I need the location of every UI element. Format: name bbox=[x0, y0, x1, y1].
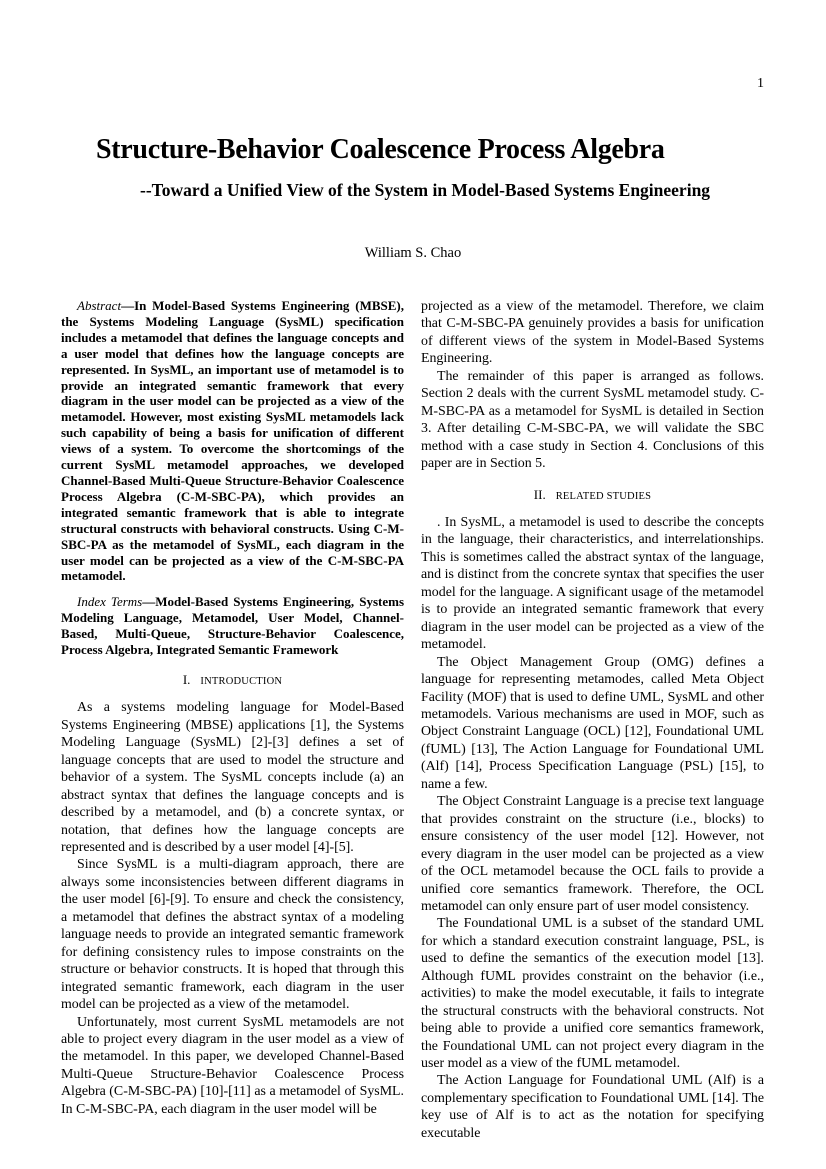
paragraph: The Action Language for Foundational UML (Alf) is a complementary specification to Foundational UML [14]. The key use of Alf is to act as the notation for specifying executable bbox=[421, 1073, 764, 1141]
index-terms-dash: — bbox=[142, 594, 156, 610]
index-terms-text: Model-Based Systems Engineering, Systems Modeling Language, Metamodel, User Model, Channel-Based, Multi-Queue, Structure-Behavior Coalescence, Process Algebra, Integrated Semantic Framework bbox=[61, 594, 405, 658]
paragraph: . In SysML, a metamodel is used to describe the concepts in the language, their characteristics, and interrelationships. This is sometimes called the abstract syntax of the language, and is distinct from the concrete syntax that specifies the user model for the language. A significant usage of the metamodel is to provide an integrated semantic framework that every diagram in the user model can be projected as a view of the metamodel. bbox=[421, 514, 764, 653]
index-terms bbox=[61, 594, 404, 658]
section-heading-introduction bbox=[61, 671, 404, 690]
abstract-text: In Model-Based Systems Engineering (MBSE), the Systems Modeling Language (SysML) specification includes a metamodel that defines the language concepts and a user model that defines how the language concepts are represented. In SysML, an important use of metamodel is to provide an integrated semantic framework that every diagram in the user model can be projected as a view of the metamodel. However, most existing SysML metamodels lack such capability of being a basis for unification of different views of a system. To overcome the shortcomings of the current SysML metamodel approaches, we developed Channel-Based Multi-Queue Structure-Behavior Coalescence Process Algebra (C-M-SBC-PA), which provides an integrated semantic framework that is able to integrate structural constructs with behavioral constructs. Using C-M-SBC-PA as the metamodel of SysML, each diagram in the user model can be projected as a view of the C-M-SBC-PA metamodel. bbox=[61, 298, 404, 584]
abstract-label: Abstract bbox=[77, 298, 122, 313]
paper-title: Structure-Behavior Coalescence Process Algebra bbox=[96, 134, 665, 165]
section-title: RELATED STUDIES bbox=[555, 490, 652, 502]
abstract bbox=[61, 298, 404, 584]
paragraph: The Object Constraint Language is a precise text language that provides constraint on the structure (i.e., blocks) to ensure consistency of the user model [12]. However, not every diagram in the user model can be projected as a view of the OCL metamodel because the OCL fails to provide a unified core semantics framework. Therefore, the OCL metamodel can only ensure part of user model consistency. bbox=[421, 794, 764, 914]
page-number: 1 bbox=[757, 76, 764, 91]
section-title: INTRODUCTION bbox=[200, 675, 283, 687]
section-number: I. bbox=[182, 671, 191, 687]
author-name: William S. Chao bbox=[364, 245, 462, 261]
paragraph-continuation: projected as a view of the metamodel. Therefore, we claim that C-M-SBC-PA genuinely provides a basis for unification of different views of the system in Model-Based Systems Engineering. bbox=[421, 299, 764, 367]
paragraph: Unfortunately, most current SysML metamodels are not able to project every diagram in the user model as a view of the metamodel. In this paper, we developed Channel-Based Multi-Queue Structure-Behavior Coalescence Process Algebra (C-M-SBC-PA) [10]-[11] as a metamodel of SysML. In C-M-SBC-PA, each diagram in the user model will be bbox=[61, 1014, 404, 1117]
paragraph: The Object Management Group (OMG) defines a language for representing metamodes, called Meta Object Facility (MOF) that is used to define UML, SysML and other metamodels. Various mechanisms are used in MOF, such as Object Constraint Language (OCL) [12], Foundational UML (fUML) [13], The Action Language for Foundational UML (Alf) [14], Process Specification Language (PSL) [15], to name a few. bbox=[421, 654, 764, 792]
abstract-dash: — bbox=[121, 298, 135, 313]
section-number: II. bbox=[533, 486, 546, 502]
paragraph: Since SysML is a multi-diagram approach, there are always some inconsistencies between different diagrams in the user model [6]-[9]. To ensure and check the consistency, a metamodel that defines the abstract syntax of a modeling language needs to provide an integrated semantic framework for defining consistency rules to impose constraints on the structure or behavior constructs. It is hoped that through this integrated semantic framework, each diagram in the user model can be projected as a view of the metamodel. bbox=[61, 857, 404, 1013]
paragraph: The remainder of this paper is arranged as follows. Section 2 deals with the current SysML metamodel study. C-M-SBC-PA as a metamodel for SysML is detailed in Section 3. After detailing C-M-SBC-PA, we will validate the SBC method with a case study in Section 4. Conclusions of this paper are in Section 5. bbox=[421, 368, 764, 472]
index-terms-label: Index Terms bbox=[77, 594, 143, 610]
paper-subtitle: --Toward a Unified View of the System in Model-Based Systems Engineering bbox=[140, 180, 711, 200]
paragraph: The Foundational UML is a subset of the standard UML for which a standard execution constraint language, PSL, is used to define the semantics of the execution model [13]. Although fUML provides constraint on the behavior (i.e., activities) to make the model executable, it fails to integrate the structural constructs with the behavioral constructs. Not being able to provide a unified core semantics framework, the Foundational UML can not project every diagram in the user model as a view of the fUML metamodel. bbox=[421, 916, 764, 1072]
right-column bbox=[421, 298, 764, 1142]
left-column bbox=[61, 298, 404, 1118]
paragraph: As a systems modeling language for Model-Based Systems Engineering (MBSE) applications [1], the Systems Modeling Language (SysML) [2]-[3] defines a set of language concepts that are used to model the structure and behavior of a system. The SysML concepts include (a) an abstract syntax that defines the language concepts and is described by a metamodel, and (b) a concrete syntax, or notation, that defines how the language concepts are represented and is described by a user model [4]-[5]. bbox=[61, 700, 404, 856]
section-heading-related-studies bbox=[421, 486, 764, 505]
